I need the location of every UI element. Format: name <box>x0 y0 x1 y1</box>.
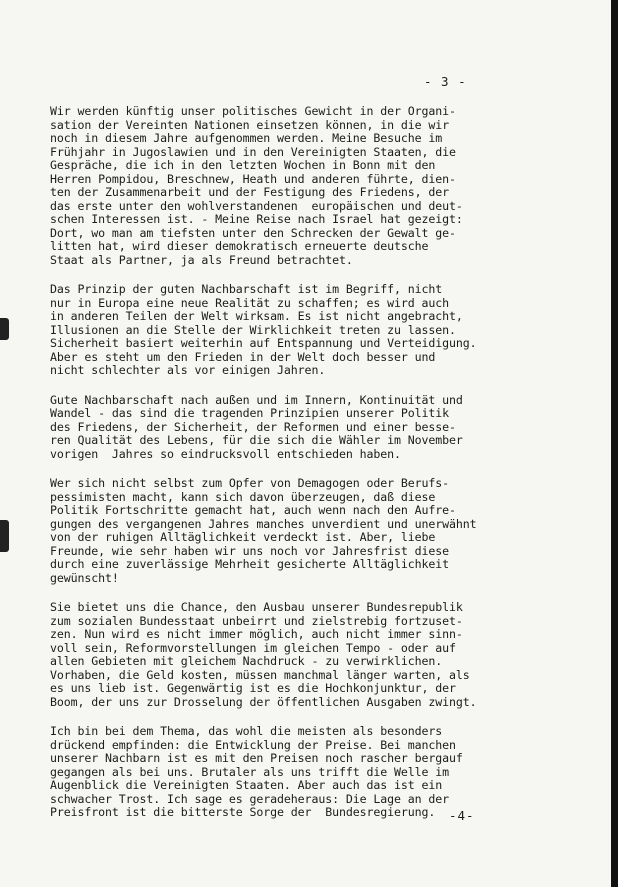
text-line: Ich bin bei dem Thema, das wohl die meisten als besonders <box>50 724 443 738</box>
text-line: Sicherheit basiert weiterhin auf Entspannung und Verteidigung. <box>50 336 477 350</box>
text-line: das erste unter den wohlverstandenen europäischen und deut- <box>50 198 463 213</box>
text-line: litten hat, wird dieser demokratisch erneuerte deutsche <box>50 239 429 253</box>
scan-edge <box>611 0 618 887</box>
paragraph <box>50 283 500 378</box>
text-line: zen. Nun wird es nicht immer möglich, auch nicht immer sinn- <box>50 627 463 641</box>
paragraph <box>50 477 500 585</box>
paragraph <box>50 105 500 267</box>
text-line: Dort, wo man am tiefsten unter den Schrecken der Gewalt ge- <box>50 225 456 240</box>
text-line: Augenblick die Vereinigten Staaten. Aber auch das ist ein <box>50 778 443 792</box>
text-line: sation der Vereinten Nationen einsetzen können, in die wir <box>50 117 450 132</box>
punch-hole-mark <box>0 520 9 552</box>
text-line: Gute Nachbarschaft nach außen und im Innern, Kontinuität und <box>50 392 463 407</box>
paragraph <box>50 601 500 709</box>
text-line: durch eine zuverlässige Mehrheit gesicherte Alltäglichkeit <box>50 557 450 571</box>
document-body <box>50 105 500 836</box>
text-line: es uns lieb ist. Gegenwärtig ist es die Hochkonjunktur, der <box>50 681 456 695</box>
text-line: Gespräche, die ich in den letzten Wochen in Bonn mit den <box>50 158 436 172</box>
page-number: - 3 - <box>424 74 467 89</box>
text-line: des Friedens, der Sicherheit, der Reformen und einer besse- <box>50 419 456 434</box>
text-line: Vorhaben, die Geld kosten, müssen manchmal länger warten, als <box>50 667 470 682</box>
text-line: unserer Nachbarn ist es mit den Preisen noch rascher bergauf <box>50 751 463 765</box>
paragraph <box>50 725 500 820</box>
text-line: Das Prinzip der guten Nachbarschaft ist im Begriff, nicht <box>50 282 443 296</box>
text-line: Wir werden künftig unser politisches Gewicht in der Organi- <box>50 104 456 118</box>
text-line: Wandel - das sind die tragenden Prinzipien unserer Politik <box>50 406 450 420</box>
text-line: schen Interessen ist. - Meine Reise nach Israel hat gezeigt: <box>50 212 463 226</box>
text-line: Herren Pompidou, Breschnew, Heath und anderen führte, dien- <box>50 171 456 186</box>
text-line: Frühjahr in Jugoslawien und in den Vereinigten Staaten, die <box>50 144 456 159</box>
paragraph <box>50 394 500 462</box>
text-line: zum sozialen Bundesstaat unbeirrt und zielstrebig fortzuset- <box>50 613 463 628</box>
text-line: nicht schlechter als vor einigen Jahren. <box>50 363 326 377</box>
text-line: pessimisten macht, kann sich davon überzeugen, daß diese <box>50 489 436 504</box>
text-line: schwacher Trost. Ich sage es geradeheraus: Die Lage an der <box>50 791 450 806</box>
text-line: Aber es steht um den Frieden in der Welt doch besser und <box>50 349 436 364</box>
text-line: Preisfront ist die bitterste Sorge der Bundesregierung. <box>50 805 436 819</box>
text-line: nur in Europa eine neue Realität zu schaffen; es wird auch <box>50 295 450 310</box>
text-line: noch in diesem Jahre aufgenommen werden. Meine Besuche im <box>50 131 443 145</box>
text-line: gungen des vergangenen Jahres manches unverdient und unerwähnt <box>50 516 477 531</box>
punch-hole-mark <box>0 318 9 340</box>
text-line: Wer sich nicht selbst zum Opfer von Demagogen oder Berufs- <box>50 476 450 490</box>
text-line: Boom, der uns zur Drosselung der öffentlichen Ausgaben zwingt. <box>50 694 477 709</box>
text-line: Illusionen an die Stelle der Wirklichkeit treten zu lassen. <box>50 322 456 337</box>
text-line: Politik Fortschritte gemacht hat, auch wenn nach den Aufre- <box>50 503 456 517</box>
text-line: Freunde, wie sehr haben wir uns noch vor Jahresfrist diese <box>50 543 450 558</box>
text-line: von der ruhigen Alltäglichkeit verdeckt ist. Aber, liebe <box>50 530 436 544</box>
text-line: vorigen Jahres so eindrucksvoll entschieden haben. <box>50 446 401 461</box>
text-line: gegangen als bei uns. Brutaler als uns trifft die Welle im <box>50 764 450 779</box>
text-line: Sie bietet uns die Chance, den Ausbau unserer Bundesrepublik <box>50 600 463 614</box>
text-line: in anderen Teilen der Welt wirksam. Es ist nicht angebracht, <box>50 309 463 323</box>
text-line: gewünscht! <box>50 570 119 585</box>
text-line: drückend empfinden: die Entwicklung der Preise. Bei manchen <box>50 737 456 752</box>
text-line: ren Qualität des Lebens, für die sich die Wähler im November <box>50 433 463 447</box>
text-line: Staat als Partner, ja als Freund betrachtet. <box>50 252 353 267</box>
text-line: ten der Zusammenarbeit und der Festigung des Friedens, der <box>50 185 450 199</box>
text-line: allen Gebieten mit gleichem Nachdruck - zu verwirklichen. <box>50 654 443 668</box>
continuation-marker: -4- <box>449 808 475 823</box>
text-line: voll sein, Reformvorstellungen im gleichen Tempo - oder auf <box>50 640 456 655</box>
